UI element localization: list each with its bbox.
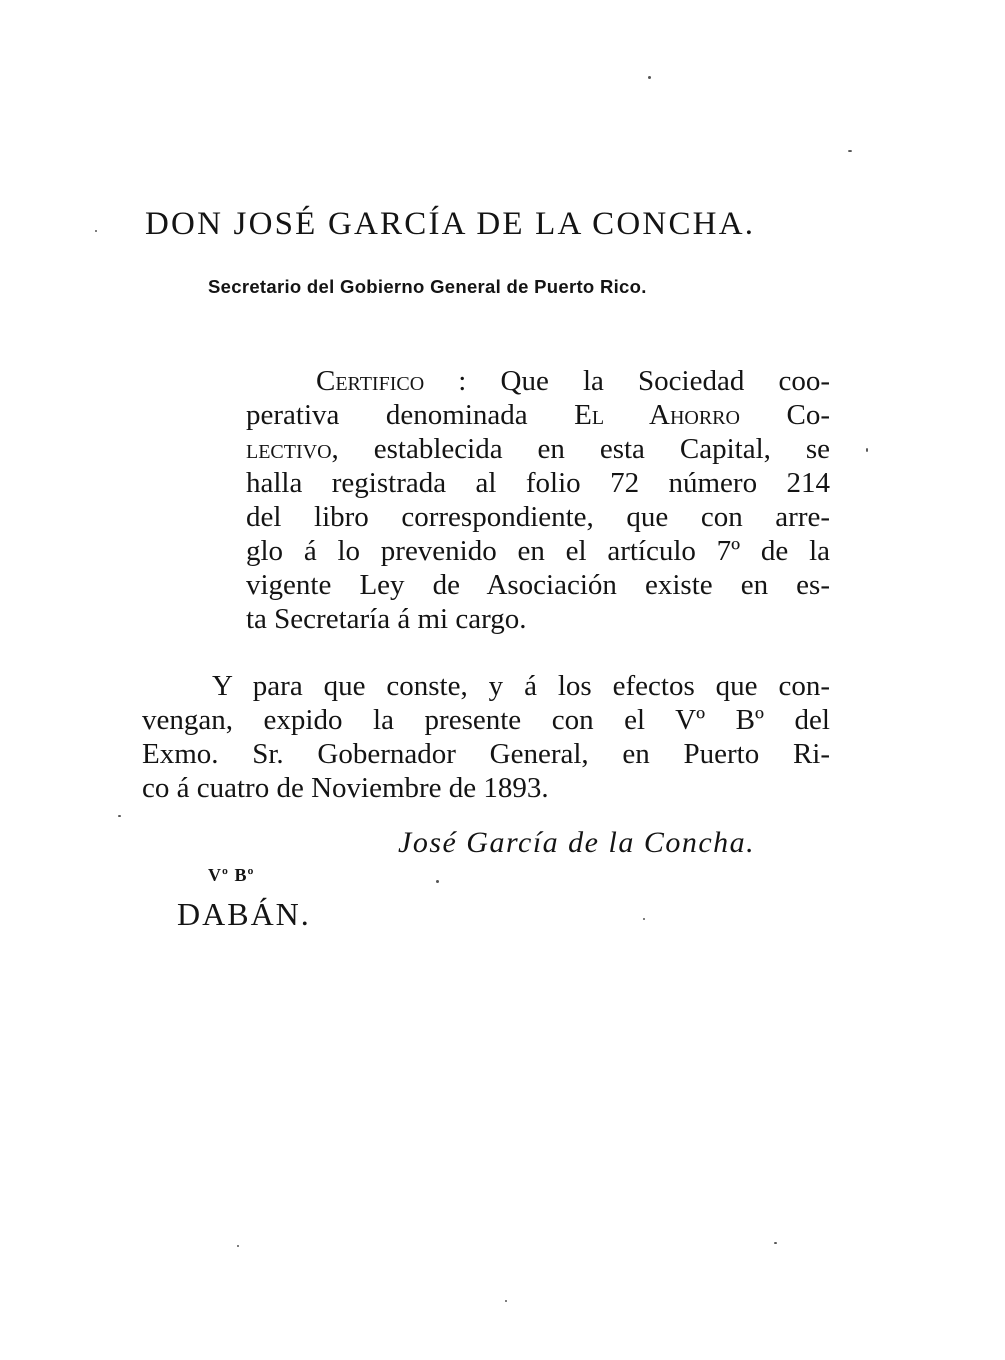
certificate-paragraph — [246, 364, 830, 636]
certificate-line: vigente Ley de Asociación existe en es- — [246, 569, 830, 601]
scan-speck — [866, 448, 868, 452]
declaration-line: Y para que conste, y á los efectos que con- — [212, 670, 830, 702]
document-subtitle: Secretario del Gobierno General de Puerto Rico. — [208, 276, 647, 297]
declaration-line: co á cuatro de Noviembre de 1893. — [142, 772, 549, 804]
governor-name: DABÁN. — [177, 896, 311, 932]
scan-speck — [118, 815, 121, 817]
scan-speck — [436, 880, 439, 883]
declaration-line: vengan, expido la presente con el Vº Bº del — [142, 704, 830, 736]
declaration-line: Exmo. Sr. Gobernador General, en Puerto Ri- — [142, 738, 830, 770]
certificate-line: Certifico : Que la Sociedad coo- — [316, 365, 830, 397]
certificate-line: perativa denominada El Ahorro Co- — [246, 399, 830, 431]
scan-speck — [848, 150, 852, 152]
certificate-line: ta Secretaría á mi cargo. — [246, 603, 527, 635]
certificate-line: del libro correspondiente, que con arre- — [246, 501, 830, 533]
scan-speck — [95, 230, 97, 232]
scan-speck — [505, 1300, 507, 1302]
certificate-line: glo á lo prevenido en el artículo 7º de la — [246, 535, 830, 567]
certificate-line: lectivo, establecida en esta Capital, se — [246, 433, 830, 465]
approval-label: Vº Bº — [208, 865, 255, 885]
document-title: DON JOSÉ GARCÍA DE LA CONCHA. — [145, 206, 756, 242]
declaration-paragraph — [142, 669, 830, 805]
scan-speck — [237, 1245, 239, 1247]
certificate-line: halla registrada al folio 72 número 214 — [246, 467, 830, 499]
secretary-signature: José García de la Concha. — [398, 826, 756, 859]
scan-speck — [643, 918, 645, 920]
scan-speck — [648, 76, 651, 79]
scan-speck — [774, 1242, 777, 1244]
